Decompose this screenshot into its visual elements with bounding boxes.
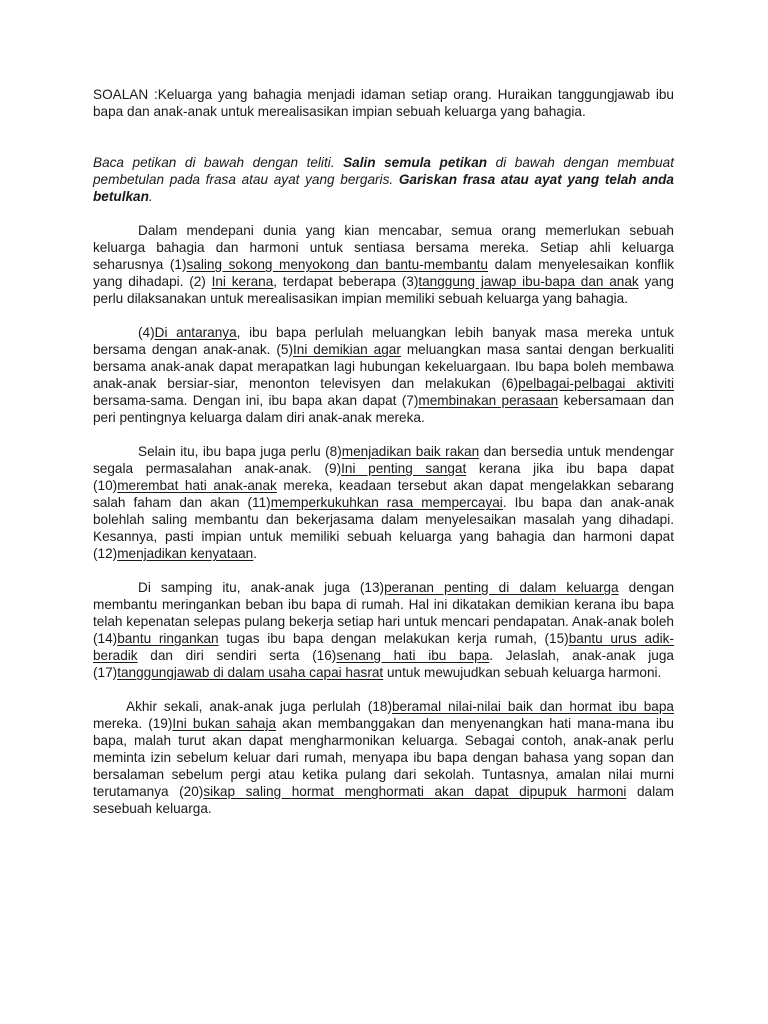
paragraph-text: Dalam mendepani dunia yang kian mencabar, semua orang memerlukan sebuah keluarga bahagia dan harmoni untuk sentiasa bersama mereka. Setiap ahli keluarga seharusnya (1) (93, 223, 674, 272)
paragraph-text: Akhir sekali, anak-anak juga perlulah (18) (126, 699, 392, 714)
instruction-bold-1: Salin semula petikan (343, 155, 488, 170)
paragraph-text: tugas ibu bapa dengan melakukan kerja rumah, (15) (218, 631, 569, 646)
paragraph-text: akan membanggakan dan menyenangkan hati mana-mana ibu bapa, malah turut akan dapat mengharmonikan keluarga. Sebagai contoh, anak-anak perlu meminta izin sebelum keluar dari rumah, menyapa ibu bapa dengan bahasa yang sopan dan bersalaman sebelum pergi atau ketika pulang dari sekolah. Tuntasnya, amalan nilai murni terutamanya (20) (93, 716, 674, 799)
underlined-phrase: Di antaranya (154, 325, 237, 340)
question (93, 86, 674, 120)
paragraph-text: mereka. (19) (93, 716, 173, 731)
paragraph-text: (4) (138, 325, 155, 340)
underlined-phrase: beramal nilai-nilai baik dan hormat ibu bapa (391, 699, 674, 714)
paragraph-text: untuk mewujudkan sebuah keluarga harmoni. (383, 665, 662, 680)
underlined-phrase: Ini bukan sahaja (172, 716, 277, 731)
underlined-phrase: Ini kerana (211, 274, 274, 289)
underlined-phrase: Ini demikian agar (293, 342, 401, 357)
underlined-phrase: tanggung jawap ibu-bapa dan anak (418, 274, 639, 289)
paragraph-text: yang perlu dilaksanakan untuk merealisasikan impian memiliki sebuah keluarga yang bahagia. (93, 274, 674, 306)
underlined-phrase: pelbagai-pelbagai aktiviti (518, 376, 674, 391)
question-text: Keluarga yang bahagia menjadi idaman setiap orang. Huraikan tanggungjawab ibu bapa dan anak-anak untuk merealisasikan impian sebuah keluarga yang bahagia. (93, 87, 674, 119)
instruction-text-2: di bawah dengan membuat pembetulan pada frasa atau ayat yang bergaris. (93, 155, 674, 187)
underlined-phrase: tanggungjawab di dalam usaha capai hasrat (117, 665, 384, 680)
passage-paragraph-4 (93, 579, 674, 681)
underlined-phrase: sikap saling hormat menghormati akan dapat dipupuk harmoni (203, 784, 627, 799)
paragraph-text: Selain itu, ibu bapa juga perlu (8) (138, 444, 342, 459)
underlined-phrase: menjadikan kenyataan (117, 546, 254, 561)
paragraph-text: dan diri sendiri serta (16) (137, 648, 337, 663)
paragraph-text: . (253, 546, 257, 561)
underlined-phrase: merembat hati anak-anak (117, 478, 277, 493)
question-label: SOALAN : (93, 87, 158, 102)
passage-paragraph-3 (93, 443, 674, 562)
paragraph-text: . Jelaslah, anak-anak juga (17) (93, 648, 674, 680)
paragraph-text: kerana jika ibu bapa dapat (10) (93, 461, 674, 493)
paragraph-text: meluangkan masa santai dengan berkualiti bersama anak-anak dapat merapatkan lagi hubungan kekeluargaan. Ibu bapa boleh membawa anak-anak bersiar-siar, menonton televisyen dan melakukan (6) (93, 342, 675, 391)
paragraph-text: , terdapat beberapa (3) (273, 274, 419, 289)
instruction-bold-2: Gariskan frasa atau ayat yang telah anda betulkan (93, 172, 674, 204)
paragraph-text: , ibu bapa perlulah meluangkan lebih banyak masa mereka untuk bersama dengan anak-anak. (5) (93, 325, 674, 357)
paragraph-text: dalam menyelesaikan konflik yang dihadapi. (2) (93, 257, 675, 289)
instruction-text-3: . (148, 189, 153, 204)
instruction (93, 154, 674, 205)
underlined-phrase: memperkukuhkan rasa mempercayai (270, 495, 503, 510)
underlined-phrase: bantu ringankan (117, 631, 219, 646)
passage-paragraph-2 (93, 324, 674, 426)
paragraph-text: mereka, keadaan tersebut akan dapat mengelakkan sebarang salah faham dan akan (11) (93, 478, 674, 510)
underlined-phrase: peranan penting di dalam keluarga (384, 580, 619, 595)
paragraph-text: bersama-sama. Dengan ini, ibu bapa akan dapat (7) (93, 393, 419, 408)
passage-paragraph-1 (93, 222, 674, 307)
paragraph-text: kebersamaan dan peri pentingnya keluarga dalam diri anak-anak mereka. (93, 393, 674, 425)
underlined-phrase: saling sokong menyokong dan bantu-membantu (186, 257, 488, 272)
paragraph-text: dalam sesebuah keluarga. (93, 784, 674, 816)
paragraph-text: dengan membantu meringankan beban ibu bapa di rumah. Hal ini dikatakan demikian kerana ibu bapa telah kepenatan selepas pulang bekerja setiap hari untuk mencari pendapatan. Anak-anak boleh (14) (93, 580, 675, 646)
instruction-text-1: Baca petikan di bawah dengan teliti. (93, 155, 344, 170)
underlined-phrase: bantu urus adik-beradik (93, 631, 675, 663)
passage-paragraph-5 (93, 698, 674, 817)
underlined-phrase: senang hati ibu bapa (336, 648, 490, 663)
underlined-phrase: membinakan perasaan (418, 393, 559, 408)
underlined-phrase: menjadikan baik rakan (341, 444, 480, 459)
underlined-phrase: Ini penting sangat (341, 461, 467, 476)
paragraph-text: Di samping itu, anak-anak juga (13) (138, 580, 385, 595)
paragraph-text: . Ibu bapa dan anak-anak bolehlah saling membantu dan bekerjasama dalam menyelesaikan masalah yang dihadapi. Kesannya, pasti impian untuk memiliki sebuah keluarga yang bahagia dan harmoni dapat (12) (93, 495, 674, 561)
paragraph-text: dan bersedia untuk mendengar segala permasalahan anak-anak. (9) (93, 444, 674, 476)
